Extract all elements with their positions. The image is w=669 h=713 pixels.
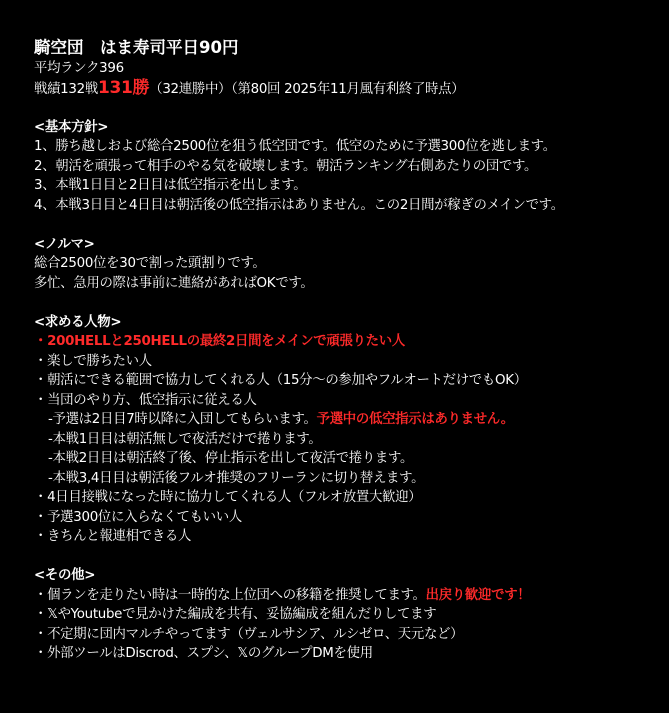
wanted-highlight: ・200HELLと250HELLの最終2日間をメインで頑張りたい人 [34,334,405,349]
wanted-item: ・朝活にできる範囲で協力してくれる人（15分〜の参加やフルオートだけでもOK） [34,373,527,388]
record-suffix: （32連勝中）（第80回 2025年11月風有利終了時点） [149,81,465,97]
other-item-text: ・個ランを走りたい時は一時的な上位団への移籍を推奨してます。 [34,587,426,603]
wanted-heading: <求める人物> [34,314,122,330]
spacer [34,215,669,235]
record-prefix: 戦績132戦 [34,81,98,97]
spacer [34,98,669,118]
battle-record [34,79,669,99]
wanted-item: ・楽しで勝ちたい人 [34,353,152,369]
policy-item: 4、本戦3日目と4日目は朝活後の低空指示はありません。この2日間が稼ぎのメインです。 [34,197,564,213]
wanted-item: ・きちんと報連相できる人 [34,529,192,544]
wanted-subitem-text: -予選は2日目7時以降に入団してもらいます。 [48,412,317,427]
other-item: ・𝕏やYoutubeで見かけた編成を共有、妥協編成を組んだりしてます [34,607,437,622]
wanted-item: ・予選300位に入らなくてもいい人 [34,509,242,525]
average-rank: 平均ランク396 [34,61,124,76]
spacer [34,547,669,567]
other-item: ・不定期に団内マルチやってます（ヴェルサシア、ルシゼロ、天元など） [34,626,464,642]
wanted-item: ・4日目接戦になった時に協力してくれる人（フルオ放置大歓迎） [34,490,422,505]
wanted-item: ・当団のやり方、低空指示に従える人 [34,392,257,408]
policy-heading: <基本方針> [34,119,109,135]
policy-item: 3、本戦1日目と2日目は低空指示を出します。 [34,178,307,193]
other-item-red: 出戻り歓迎です！ [425,587,531,603]
record-wins: 131勝 [97,77,150,98]
other-item: ・外部ツールはDiscrod、スプシ、𝕏のグループDMを使用 [34,646,373,661]
wanted-subitem: -本戦1日目は朝活無しで夜活だけで捲ります。 [48,431,322,447]
wanted-subitem [34,410,669,430]
wanted-subitem: -本戦3,4日目は朝活後フルオ推奨のフリーランに切り替えます。 [48,470,425,486]
spacer [34,293,669,313]
page-title: 騎空団 はま寿司平日90円 [34,38,239,57]
policy-item: 2、朝活を頑張って相手のやる気を破壊します。朝活ランキング右側あたりの団です。 [34,158,538,174]
quota-heading: <ノルマ> [34,236,95,252]
quota-item: 多忙、急用の際は事前に連絡があればOKです。 [34,275,314,291]
other-heading: <その他> [34,568,96,583]
wanted-subitem: -本戦2日目は朝活終了後、停止指示を出して夜活で捲ります。 [48,451,414,466]
quota-item: 総合2500位を30で割った頭割りです。 [34,256,266,271]
wanted-subitem-red: 予選中の低空指示はありません。 [316,412,514,427]
policy-item: 1、勝ち越しおよび総合2500位を狙う低空団です。低空のために予選300位を逃します。 [34,139,556,154]
other-item [34,586,669,606]
